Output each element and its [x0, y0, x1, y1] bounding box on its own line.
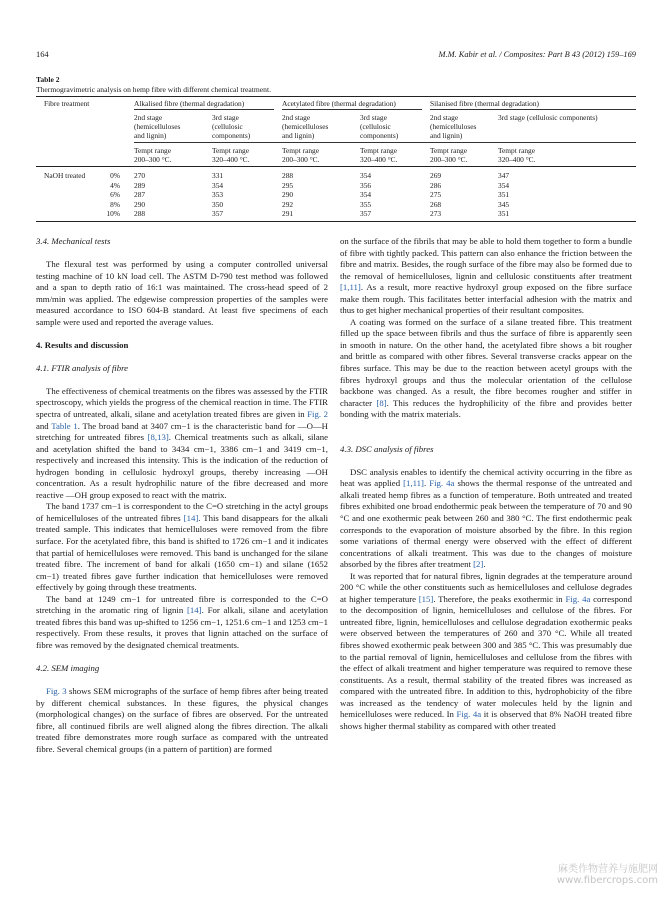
- group-rule: [134, 109, 274, 110]
- table-cell: 354: [212, 180, 224, 190]
- citation-link[interactable]: [8]: [376, 397, 387, 408]
- text-run: . This band disappears for the alkali treated sample. This indicates that hemicelluloses were removed from the fibre surface. For the acetylated fibre, this band is shifted to 1726 cm−1 and it indicates that partial of hemicelluloses were removed. This band is unchanged for the silane treated fibre. The increment of band for alkali (1650 cm−1) and silane (1652 cm−1) treated fibres gave further indication that hemicelluloses were removed effectively by going through these treatments.: [36, 512, 328, 593]
- text-run: The effectiveness of chemical treatments on the fibres was assessed by the FTIR spectroscopy, which yields the progress of the chemical reaction in time. The FTIR spectra of untreated, alkali, silane and acetylation treated fibres are given in: [36, 385, 328, 420]
- fig-4a-link[interactable]: Fig. 4a: [456, 709, 482, 720]
- watermark: [557, 864, 658, 886]
- text-run: and: [36, 420, 52, 431]
- stage3-line1: 3rd stage: [212, 113, 239, 122]
- text-run: . Chemical treatments such as alkali, silane and acetylation shifted the band to 3434 cm−1, 3386 cm−1 and 3419 cm−1, respectively and increased this intensity. This is the indication of the reduction of hydrogen bonding in cellulosic hydroxyl groups, thereby increasing —OH concentration. As a result hydrophilic nature of the fibre decreased and more reactive —OH group exposed to react with the matrix.: [36, 432, 328, 500]
- treatment-label: NaOH treated: [44, 171, 86, 180]
- text-run: .: [423, 478, 430, 489]
- paragraph: The flexural test was performed by using a computer controlled universal testing machine of 10 kN load cell. The ASTM D-790 test method was followed and a span to depth ratio of 16:1 was maintained. The cross-head speed of 2 mm/min was applied. The edgewise compression properties of the samples were measured accordance to ISO 604-B standard. At least five specimens of each sample were used and reported the average values.: [36, 259, 328, 327]
- table-cell: 331: [212, 171, 224, 180]
- table-cell: 288: [134, 209, 146, 219]
- table-cell: 275: [430, 190, 442, 200]
- section-3-4-heading: 3.4. Mechanical tests: [36, 236, 111, 246]
- text-run: . As a result, more reactive hydroxyl group exposed on the fibre surface make them rough. This facilitates better interfacial adhesion with the matrix and thus to get higher mechanical properties of their resultant composites.: [340, 282, 632, 316]
- citation-link[interactable]: [14]: [187, 605, 202, 616]
- text-run: . This reduces the hydrophilicity of the fibre and provides better bonding with the matrix materials.: [340, 397, 632, 420]
- table-label: Table 2: [36, 75, 60, 84]
- table-cell: 268: [430, 199, 442, 209]
- stage2-line1: 2nd stage: [134, 113, 163, 122]
- tga-table: [36, 96, 636, 226]
- text-run: .: [483, 559, 486, 570]
- citation-link[interactable]: [15]: [418, 593, 434, 604]
- text-run: it is observed that 8% NaOH treated fibre shows higher thermal stability as compared with other treated: [340, 709, 632, 731]
- group-silanised: Silanised fibre (thermal degradation): [430, 99, 539, 108]
- stage2-line3: and lignin): [430, 131, 463, 140]
- table-cell: 357: [212, 209, 224, 219]
- stage-rule: [134, 142, 636, 143]
- table-mid-rule: [36, 166, 636, 167]
- table-cell: 357: [360, 209, 372, 219]
- table-cell: 269: [430, 171, 442, 180]
- paragraph: [36, 501, 328, 593]
- section-4-2-heading: 4.2. SEM imaging: [36, 663, 100, 673]
- table-1-link[interactable]: Table 1: [51, 420, 78, 431]
- stage3-line2: (cellulosic: [360, 122, 391, 131]
- stage2-line3: and lignin): [134, 131, 167, 140]
- table-cell: 353: [212, 190, 224, 200]
- range3-line1: Tempt range: [212, 146, 250, 155]
- range2-line2: 200–300 °C.: [282, 155, 320, 164]
- citation-link[interactable]: [1,11]: [403, 478, 424, 489]
- stage2-line1: 2nd stage: [430, 113, 459, 122]
- concentration-cell: 10%: [106, 209, 120, 219]
- text-run: A coating was formed on the surface of a silane treated fibre. This treatment filled up the space between fibrils and thus the surface of fibre is apparently seen in smooth in nature. On the other hand, the acetylated fibre shows a bit rougher and brittle as compared with other fibres. Several transverse cracks appear on the fibres surface. This may be due to the reaction between acetyl groups with the fibres hydroxyl groups and thus the molecular orientation of the cellulose backbone was changed. As a result, the fibre becomes rougher and stiffer in character: [340, 316, 632, 408]
- table-cell: 295: [282, 180, 294, 190]
- stage2-line2: (hemicelluloses: [134, 122, 181, 131]
- stage2-line2: (hemicelluloses: [282, 122, 329, 131]
- stage3-line3: components): [212, 131, 251, 140]
- range3-line2: 320–400 °C.: [498, 155, 536, 164]
- range2-line2: 200–300 °C.: [430, 155, 468, 164]
- range3-line2: 320–400 °C.: [212, 155, 250, 164]
- table-cell: 290: [134, 199, 146, 209]
- range2-line1: Tempt range: [134, 146, 172, 155]
- right-column: [340, 236, 632, 732]
- citation-link[interactable]: [14]: [183, 512, 199, 523]
- section-4-3-heading: 4.3. DSC analysis of fibres: [340, 443, 434, 454]
- concentration-cell: 0%: [110, 171, 120, 180]
- text-run: correspond to the decomposition of lignin, hemicelluloses and cellulose of the fibres. For untreated fibre, lignin, hemicelluloses and cellulose degradation exothermic peaks were observed between the temperatures of 260 and 370 °C. While all treated fibres showed exothermic peak between 300 and 385 °C. This was presumably due to the partial removal of lignin, hemicelluloses and cellulose from the fibres with the effect of alkali treatment and higher temperature was required to remove these constituents. As a result, thermal stability of the treated fibres was increased as compared with the untreated fibre. In addition to this, hydrophobicity of the fibre was increased as the tendency of water molecules held by the lignin and hemicelluloses were reduced. In: [340, 593, 632, 720]
- concentration-cell: 6%: [110, 190, 120, 200]
- table-cell: 289: [134, 180, 146, 190]
- table-cell: 288: [282, 171, 294, 180]
- stage2-line1: 2nd stage: [282, 113, 311, 122]
- stage2-line3: and lignin): [282, 131, 315, 140]
- table-cell: 270: [134, 171, 146, 180]
- text-run: . For alkali, silane and acetylation treated fibres this band was up-shifted to 1256 cm−1, 1251.6 cm−1 and 1253 cm−1 respectively. From these results, it proves that lignin attached on the surface of fibre was removed by the designated chemical treatments.: [36, 605, 328, 650]
- fig-2-link[interactable]: Fig. 2: [307, 409, 328, 420]
- table-cell: 290: [282, 190, 294, 200]
- table-cell: 356: [360, 180, 372, 190]
- table-cell: 351: [498, 209, 510, 219]
- table-cell: 355: [360, 199, 372, 209]
- table-top-rule: [36, 96, 636, 97]
- table-cell: 345: [498, 199, 510, 209]
- text-run: DSC analysis enables to identify the chemical activity occurring in the fibre as heat was applied: [340, 466, 632, 489]
- table-cell: 354: [498, 180, 510, 190]
- paragraph: [340, 236, 632, 317]
- table-cell: 286: [430, 180, 442, 190]
- table-cell: 350: [212, 199, 224, 209]
- page-header: [36, 50, 636, 64]
- group-rule: [282, 109, 422, 110]
- table-cell: 354: [360, 171, 372, 180]
- range2-line1: Tempt range: [430, 146, 468, 155]
- concentration-cell: 4%: [110, 180, 120, 190]
- table-cell: 351: [498, 190, 510, 200]
- fig-3-link[interactable]: Fig. 3: [46, 686, 67, 697]
- table-cell: 354: [360, 190, 372, 200]
- text-run: The band 1737 cm−1 is correspondent to the C=O stretching in the actyl groups of hemicelluloses of the untreated fibres: [36, 501, 328, 523]
- text-run: It was reported that for natural fibres, lignin degrades at the temperature around 200 °C while the other constituents such as hemicelluloses and cellulose degrades at higher temperature: [340, 570, 632, 604]
- paragraph: [36, 594, 328, 652]
- table-caption: [36, 75, 636, 95]
- text-run: shows the thermal response of the untreated and alkali treated hemp fibres as a function of temperature. Both untreated and treated fibres exhibited one broad endothermic peak between the temperature of 70 and 90 °C and one exothermic peak between 260 and 380 °C. The first endothermic peak corresponds to the evaporation of moisture absorbed by the fibre. In this region some variations of thermal energy were observed with the effect of different concentrations of alkali treatment. This was due to the changes of moisture absorbed by the fibres after treatment: [340, 478, 633, 570]
- range3-line2: 320–400 °C.: [360, 155, 398, 164]
- paragraph: [340, 467, 632, 571]
- citation-link[interactable]: [1,11]: [340, 282, 361, 293]
- left-column: [36, 236, 328, 755]
- group-rule: [430, 109, 636, 110]
- stage3-silane: 3rd stage (cellulosic components): [498, 113, 598, 122]
- paragraph: [36, 386, 328, 501]
- running-head: M.M. Kabir et al. / Composites: Part B 43 (2012) 159–169: [438, 50, 636, 59]
- group-acetylated: Acetylated fibre (thermal degradation): [282, 99, 396, 108]
- text-run: shows SEM micrographs of the surface of hemp fibres after being treated by different chemical substances. In these figures, the physical changes (morphological changes) on the surface of fibres are observed. For the untreated fibre, all continued fibrils are well aligned along the fibres direction. The alkali treated fibre demonstrates more rough surface as compared with the untreated fibre. Several chemical groups (in a pattern of partition) are formed: [36, 686, 328, 754]
- table-cell: 292: [282, 199, 294, 209]
- fig-4a-link[interactable]: Fig. 4a: [565, 593, 591, 604]
- text-run: The band at 1249 cm−1 for untreated fibre is corresponded to the C=O stretching in the aromatic ring of lignin: [36, 593, 328, 616]
- paragraph: [340, 317, 632, 421]
- stage3-line1: 3rd stage: [360, 113, 387, 122]
- paragraph: [36, 686, 328, 755]
- concentration-cell: 8%: [110, 199, 120, 209]
- watermark-url: www.fibercrops.com: [556, 875, 658, 886]
- citation-link[interactable]: [2]: [473, 559, 484, 570]
- stage3-line2: (cellulosic: [212, 122, 243, 131]
- paragraph: [340, 571, 632, 733]
- fig-4a-link[interactable]: Fig. 4a: [429, 478, 455, 489]
- table-bottom-rule: [36, 221, 636, 222]
- range3-line1: Tempt range: [360, 146, 398, 155]
- table-cell: 291: [282, 209, 294, 219]
- table-cell: 347: [498, 171, 510, 180]
- col-fibre-treatment: Fibre treatment: [44, 99, 90, 108]
- stage2-line2: (hemicelluloses: [430, 122, 477, 131]
- table-cell: 287: [134, 190, 146, 200]
- watermark-cn: 麻类作物营养与施肥网: [558, 864, 658, 875]
- text-run: on the surface of the fibrils that may be able to hold them together to form a bundle of fibre with tightly packed. This pattern can also enhance the friction between the fibre and matrix. Besides, the rough surface of the fibre may also be formed due to the removal of hemicelluloses, lignin and cellulosic constituents after treatment: [340, 236, 632, 281]
- section-4-1-heading: 4.1. FTIR analysis of fibre: [36, 362, 129, 373]
- citation-link[interactable]: [8,13]: [147, 432, 169, 443]
- table-cell: 273: [430, 209, 442, 219]
- text-run: . Therefore, the peaks exothermic in: [433, 593, 566, 604]
- page-number: 164: [36, 50, 49, 59]
- table-caption-text: Thermogravimetric analysis on hemp fibre with different chemical treatment.: [36, 85, 271, 94]
- group-alkalised: Alkalised fibre (thermal degradation): [134, 99, 245, 108]
- stage3-line3: components): [360, 131, 399, 140]
- range2-line1: Tempt range: [282, 146, 320, 155]
- text-run: . The broad band at 3407 cm−1 is the characteristic band for —O—H stretching for untreated fibres: [36, 420, 328, 443]
- range2-line2: 200–300 °C.: [134, 155, 172, 164]
- range3-line1: Tempt range: [498, 146, 536, 155]
- section-4-heading: 4. Results and discussion: [36, 339, 129, 350]
